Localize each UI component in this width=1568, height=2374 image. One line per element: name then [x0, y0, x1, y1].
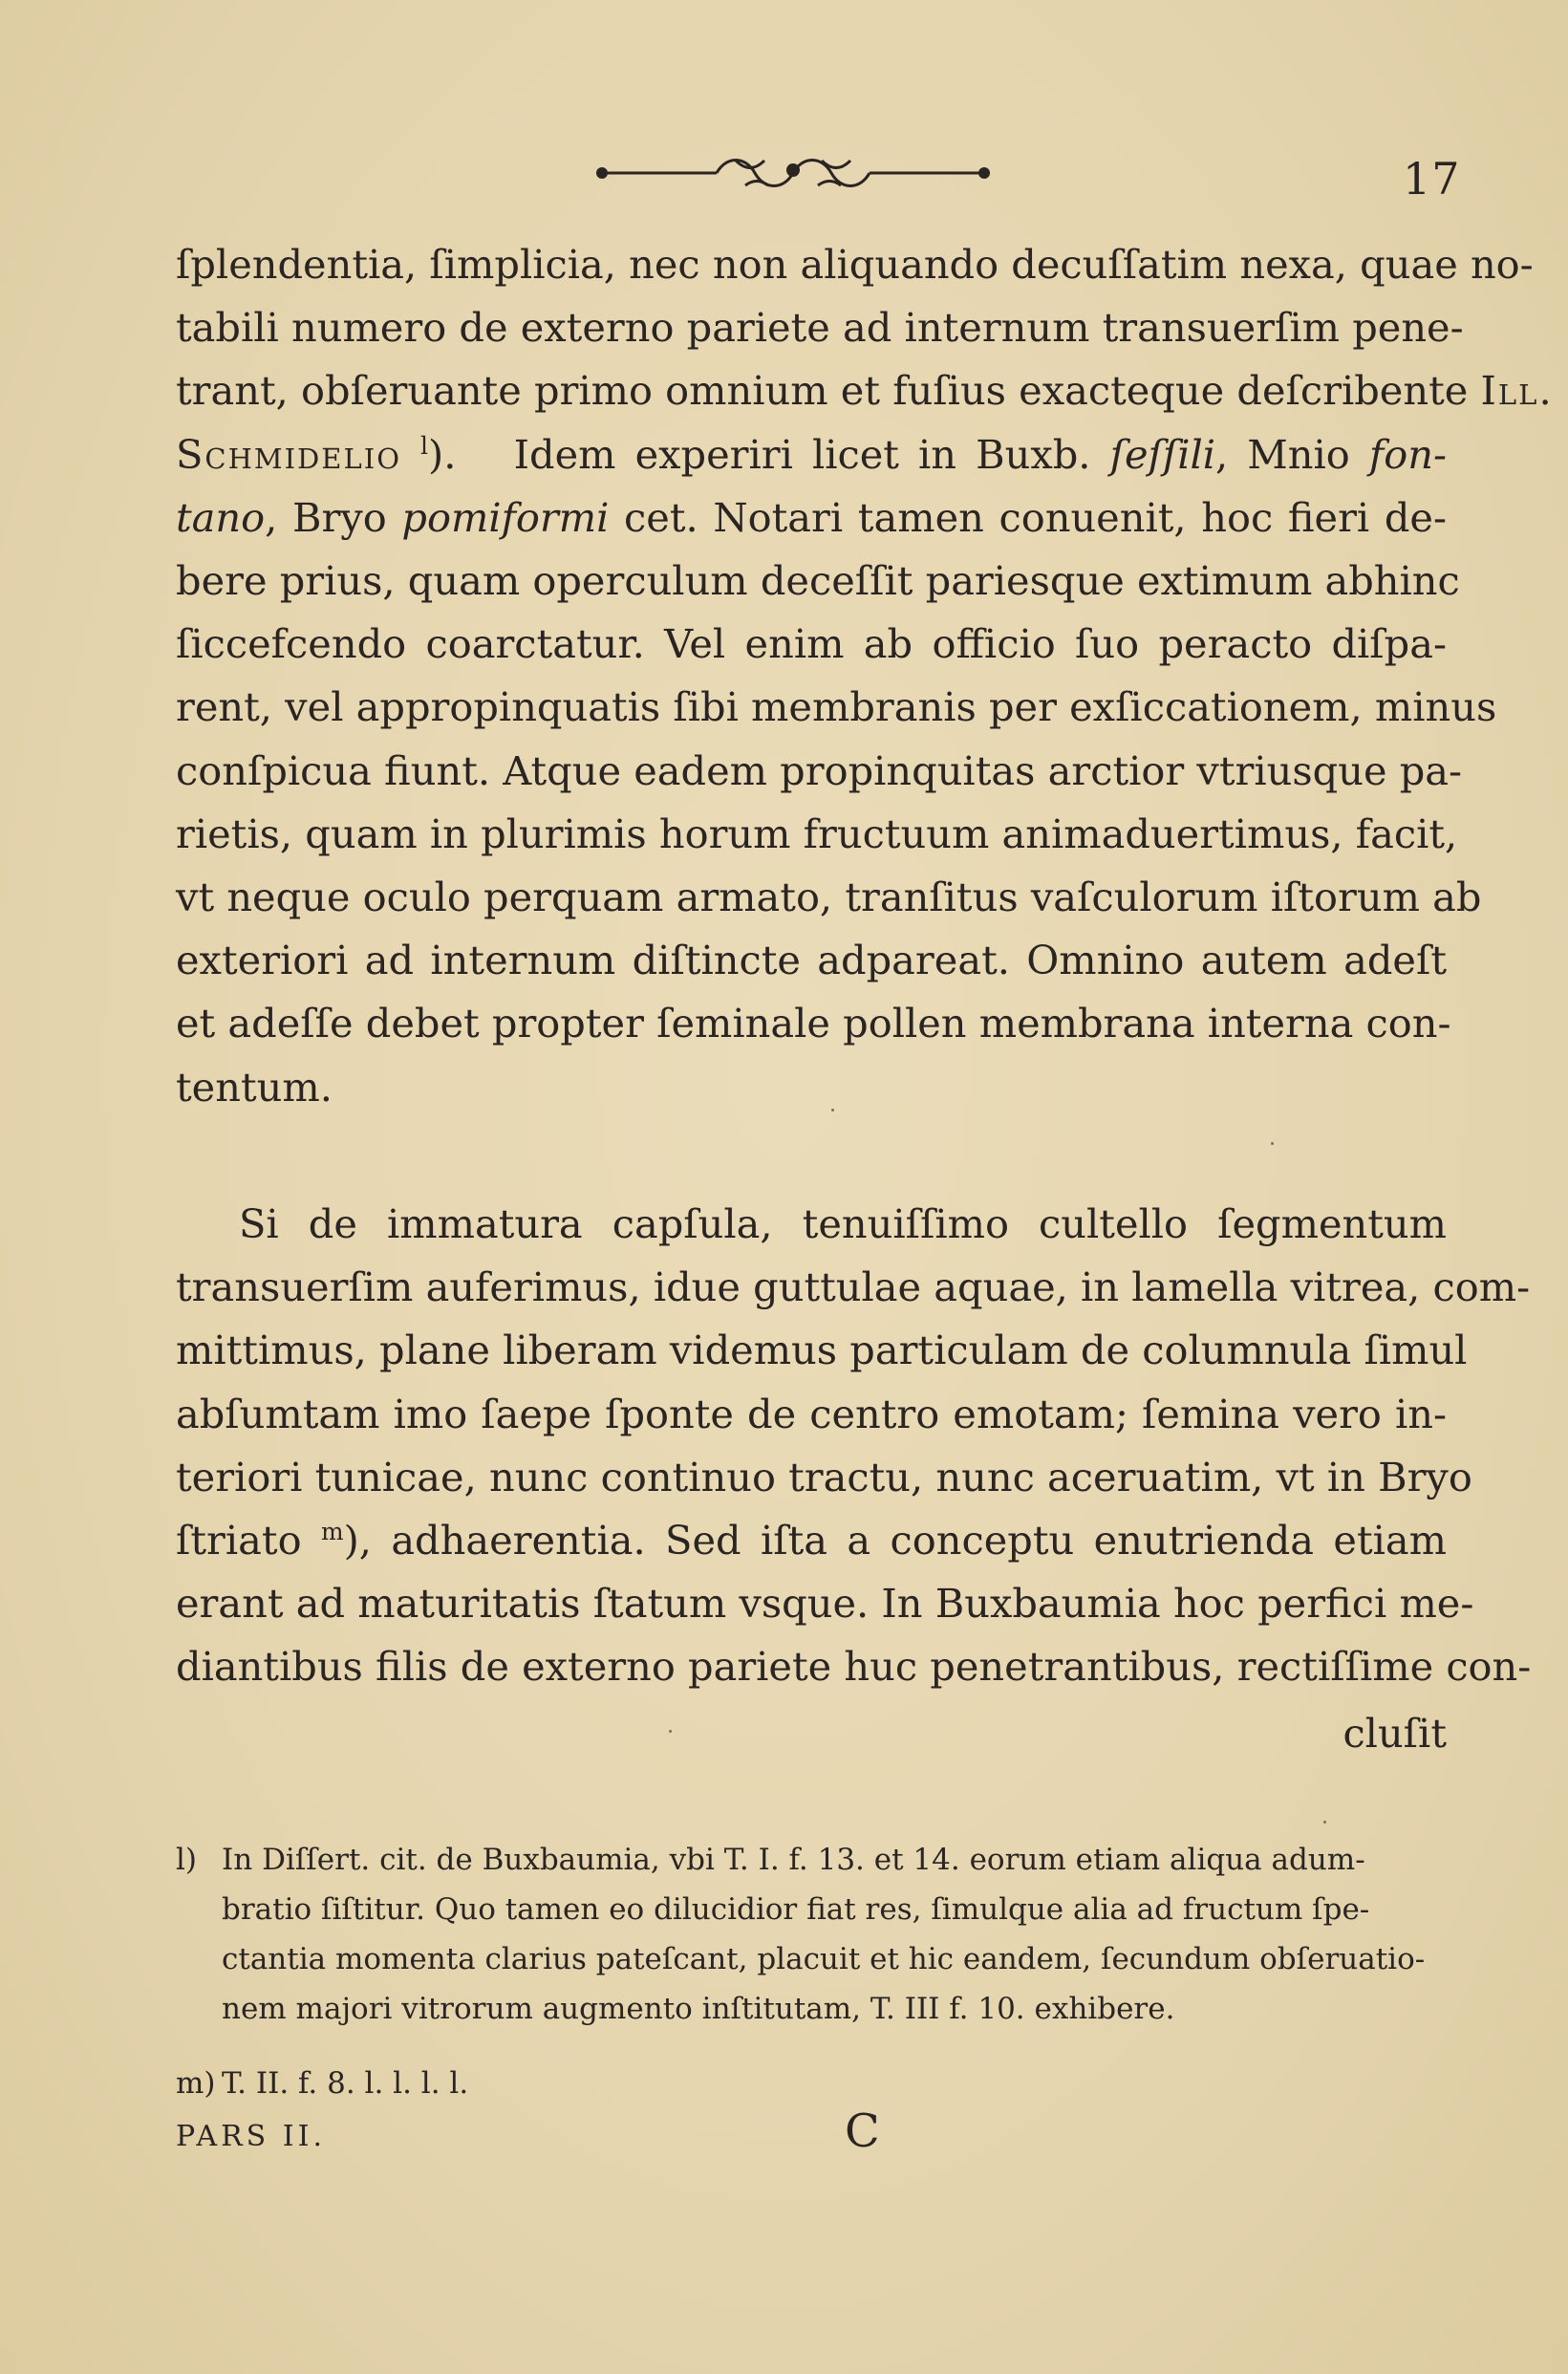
text-line: ſiccefcendo coarctatur. Vel enim ab officio ſuo peracto diſpa-	[176, 620, 1447, 668]
text-line: transuerſim auferimus, idue guttulae aquae, in lamella vitrea, com-	[176, 1263, 1531, 1311]
text-line: tano, Bryo pomiformi cet. Notari tamen conuenit, hoc fieri de-	[176, 493, 1447, 541]
text-line: vt neque oculo perquam armato, tranſitus vaſculorum iſtorum ab	[176, 874, 1482, 921]
footnotes	[176, 1835, 1460, 2108]
text-line: mittimus, plane liberam videmus particulam de columnula ſimul	[176, 1327, 1468, 1374]
text-line: exteriori ad internum diſtincte adpareat. Omnino autem adeſt	[176, 937, 1447, 984]
text-line: Si de immatura capſula, tenuiſſimo cultello ſegmentum	[239, 1200, 1447, 1247]
text-line: erant ad maturitatis ſtatum vsque. In Buxbaumia hoc perfici me-	[176, 1580, 1474, 1628]
paper-speck	[1271, 1142, 1274, 1145]
footnote-mark: l)	[176, 1843, 198, 1877]
paper-speck	[669, 1730, 672, 1733]
catchword: cluſit	[1342, 1710, 1447, 1757]
signature-letter: C	[845, 2104, 880, 2158]
text-line: abſumtam imo ſaepe ſponte de centro emotam; ſemina vero in-	[176, 1390, 1447, 1437]
page-number: 17	[1403, 153, 1461, 205]
text-line: Schmidelio $^l$). Idem experiri licet in Buxb. ſeſſili, Mnio fon-	[176, 430, 1447, 478]
text-line: rietis, quam in plurimis horum fructuum animaduertimus, facit,	[176, 809, 1458, 857]
signature-label: PARS II.	[176, 2120, 327, 2153]
text-line: tabili numero de externo pariete ad internum transuerſim pene-	[176, 304, 1464, 352]
text-line: conſpicua fiunt. Atque eadem propinquitas arctior vtriusque pa-	[176, 746, 1463, 794]
footnote-line: ctantia momenta clarius pateſcant, placuit et hic eandem, ſecundum obſeruatio-	[222, 1942, 1426, 1976]
text-line: ſplendentia, ſimplicia, nec non aliquando decuſſatim nexa, quae no-	[176, 241, 1534, 288]
text-line: diantibus filis de externo pariete huc penetrantibus, rectiſſime con-	[176, 1643, 1532, 1691]
text-line: bere prius, quam operculum deceſſit pariesque extimum abhinc	[176, 557, 1460, 605]
footnote-m	[176, 2059, 1460, 2108]
text-line: trant, obſeruante primo omnium et fuſius exacteque deſcribente Ill.	[176, 367, 1554, 415]
footnote-mark: m)	[176, 2066, 216, 2101]
headpiece-ornament-icon	[592, 151, 994, 195]
footnote-line: bratio ſiſtitur. Quo tamen eo dilucidior fiat res, ſimulque alia ad fructum ſpe-	[222, 1892, 1370, 1927]
footnote-line: T. II. f. 8. l. l. l. l.	[222, 2066, 469, 2101]
paragraph-2	[176, 1193, 1532, 1699]
paragraph-1	[176, 233, 1554, 1119]
text-line: ſtriato $^m$), adhaerentia. Sed iſta a conceptu enutrienda etiam	[176, 1517, 1447, 1565]
footnote-line: nem majori vitrorum augmento inſtitutam, T. III f. 10. exhibere.	[222, 1992, 1175, 2026]
footnote-l	[176, 1835, 1460, 2034]
text-line: tentum.	[176, 1063, 333, 1111]
paper-speck	[831, 1109, 834, 1111]
text-line: et adeſſe debet propter ſeminale pollen membrana interna con-	[176, 1000, 1451, 1047]
text-line: rent, vel appropinquatis ſibi membranis per exſiccationem, minus	[176, 683, 1497, 731]
text-line: teriori tunicae, nunc continuo tractu, nunc aceruatim, vt in Bryo	[176, 1453, 1472, 1500]
paper-speck	[1323, 1821, 1326, 1824]
footnote-line: In Diſſert. cit. de Buxbaumia, vbi T. I. f. 13. et 14. eorum etiam aliqua adum-	[222, 1843, 1365, 1877]
